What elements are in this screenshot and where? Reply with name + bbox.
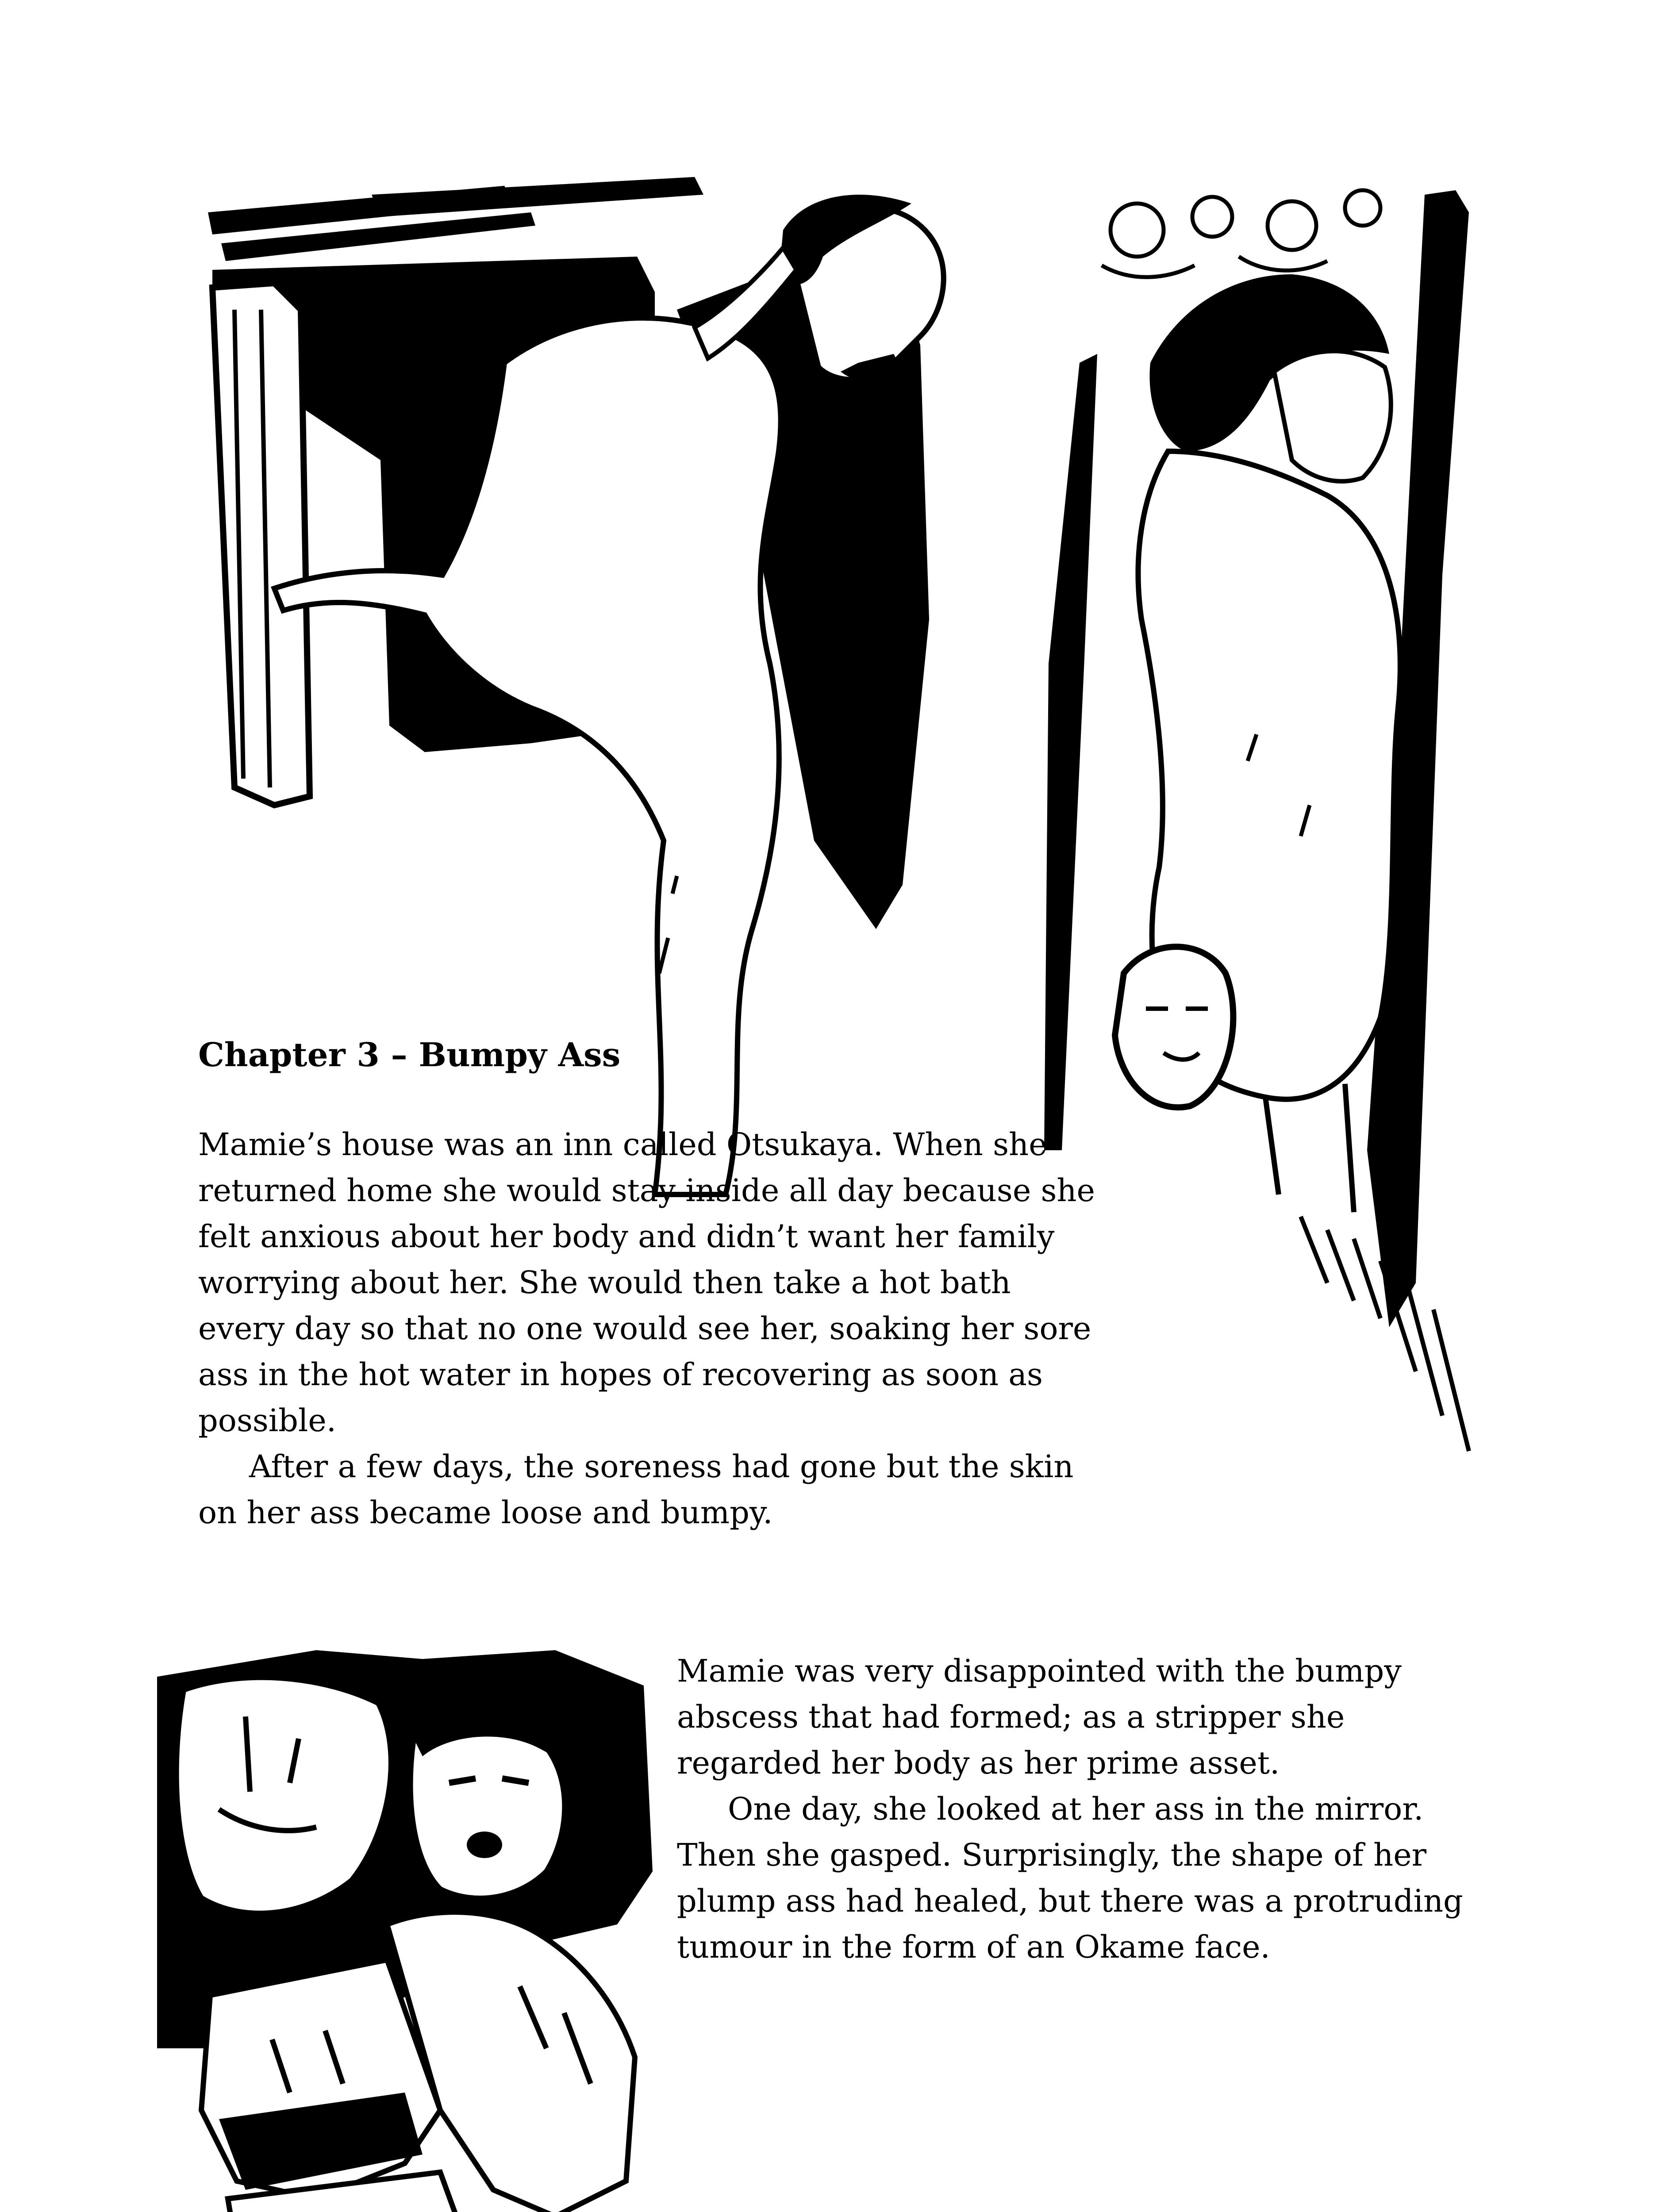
ink-illustration-woman-gasping-icon [157, 1650, 657, 2212]
paragraph: After a few days, the soreness had gone but the skin on her ass became loose and bumpy. [198, 1448, 1074, 1531]
paragraph: Mamie’s house was an inn called Otsukaya. When she returned home she would stay inside all day because she felt anxious about her body and didn’t want her family worrying about her. She would then take a hot bath every day so that no one would see her, soaking her sore ass in the hot water in hopes of recovering as soon as possible. [198, 1126, 1095, 1439]
paragraph: One day, she looked at her ass in the mirror. Then she gasped. Surprisingly, the shape of her plump ass had healed, but there was a protruding tumour in the form of an Okame face. [677, 1791, 1463, 1965]
paragraph: Mamie was very disappointed with the bumpy abscess that had formed; as a stripper she regarded her body as her prime asset. [677, 1653, 1402, 1781]
chapter-text-section-2 [677, 1648, 1464, 1970]
chapter-heading: Chapter 3 – Bumpy Ass [198, 1036, 621, 1074]
chapter-text-section-1 [198, 1121, 1096, 1536]
